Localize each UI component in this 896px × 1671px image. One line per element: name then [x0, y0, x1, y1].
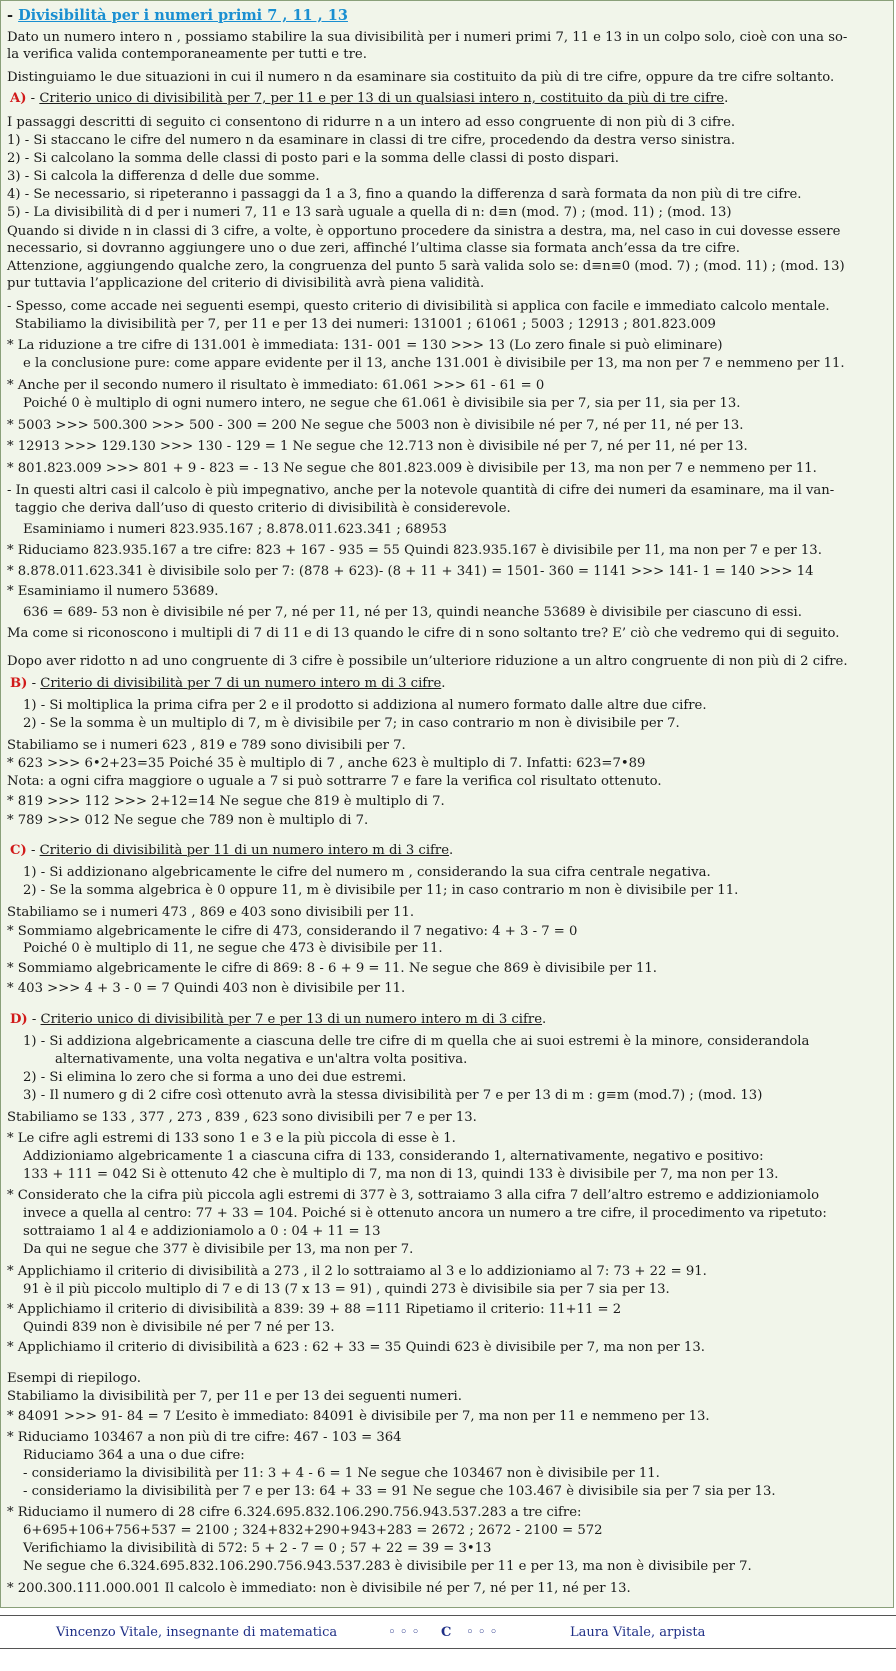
text-line: necessario, si dovranno aggiungere uno o due zeri, affinché l’ultima classe sia formata anch’essa da tre cifre.: [7, 241, 740, 256]
text-line: 1) - Si moltiplica la prima cifra per 2 e il prodotto si addiziona al numero formato dalle altre due cifre.: [23, 698, 707, 713]
text-line: * Considerato che la cifra più piccola agli estremi di 377 è 3, sottraiamo 3 alla cifra 7 dell’altro estremo e addizioniamolo: [7, 1188, 820, 1203]
section-title: Criterio di divisibilità per 11 di un numero intero m di 3 cifre: [39, 843, 450, 858]
text-line: pur tuttavia l’applicazione del criterio di divisibilità avrà piena validità.: [7, 276, 485, 291]
text-line: * 623 >>> 6•2+23=35 Poiché 35 è multiplo di 7 , anche 623 è multiplo di 7. Infatti: 623=7•89: [7, 756, 646, 771]
text-line: * 801.823.009 >>> 801 + 9 - 823 = - 13 Ne segue che 801.823.009 è divisibile per 13, ma non per 7 e nemmeno per 11.: [7, 461, 817, 476]
text-line: invece a quella al centro: 77 + 33 = 104. Poiché si è ottenuto ancora un numero a tre cifre, il procedimento va ripetuto:: [23, 1206, 827, 1221]
text-line: Esempi di riepilogo.: [7, 1371, 141, 1386]
text-line: Distinguiamo le due situazioni in cui il numero n da esaminare sia costituito da più di tre cifre, oppure da tre cifre soltanto.: [7, 70, 835, 85]
text-line: alternativamente, una volta negativa e un'altra volta positiva.: [55, 1052, 468, 1067]
section-letter: C): [10, 843, 27, 858]
section-heading-b: [10, 675, 445, 692]
section-title: Criterio di divisibilità per 7 di un numero intero m di 3 cifre: [40, 676, 442, 691]
footer-logo-left: ◦ ◦ ◦: [388, 1625, 420, 1640]
text-line: * 200.300.111.000.001 Il calcolo è immediato: non è divisibile né per 7, né per 11, né per 13.: [7, 1581, 631, 1596]
text-line: Stabiliamo se i numeri 473 , 869 e 403 sono divisibili per 11.: [7, 905, 415, 920]
text-line: sottraiamo 1 al 4 e addizioniamolo a 0 : 04 + 11 = 13: [23, 1224, 381, 1239]
text-line: 6+695+106+756+537 = 2100 ; 324+832+290+943+283 = 2672 ; 2672 - 2100 = 572: [23, 1523, 603, 1538]
footer-logo-right: ◦ ◦ ◦: [466, 1625, 498, 1640]
section-letter: B): [10, 676, 28, 691]
text-line: * 8.878.011.623.341 è divisibile solo per 7: (878 + 623)- (8 + 11 + 341) = 1501- 360 = 1141 >>> 141- 1 = 140 >>> 14: [7, 564, 814, 579]
text-line: * 5003 >>> 500.300 >>> 500 - 300 = 200 Ne segue che 5003 non è divisibile né per 7, né per 11, né per 13.: [7, 418, 744, 433]
text-line: - consideriamo la divisibilità per 7 e per 13: 64 + 33 = 91 Ne segue che 103.467 è divisibile sia per 7 sia per 13.: [23, 1484, 776, 1499]
text-line: Quindi 839 non è divisibile né per 7 né per 13.: [23, 1320, 335, 1335]
footer-artist: Laura Vitale, arpista: [570, 1625, 706, 1640]
text-line: Stabiliamo se 133 , 377 , 273 , 839 , 623 sono divisibili per 7 e per 13.: [7, 1110, 477, 1125]
section-title: Criterio unico di divisibilità per 7 e per 13 di un numero intero m di 3 cifre: [40, 1012, 543, 1027]
text-line: 2) - Si elimina lo zero che si forma a uno dei due estremi.: [23, 1070, 407, 1085]
text-line: * 819 >>> 112 >>> 2+12=14 Ne segue che 819 è multiplo di 7.: [7, 794, 445, 809]
text-line: 2) - Si calcolano la somma delle classi di posto pari e la somma delle classi di posto dispari.: [7, 151, 619, 166]
footer-logo-c-icon: C: [441, 1625, 452, 1640]
text-line: 636 = 689- 53 non è divisibile né per 7, né per 11, né per 13, quindi neanche 53689 è divisibile per ciascuno di essi.: [23, 605, 802, 620]
text-line: 3) - Si calcola la differenza d delle due somme.: [7, 169, 320, 184]
section-letter: A): [10, 91, 27, 106]
text-line: Attenzione, aggiungendo qualche zero, la congruenza del punto 5 sarà valida solo se: d≡n≡0 (mod. 7) ; (mod. 11) ; (mod. 13): [7, 259, 845, 274]
text-line: Verifichiamo la divisibilità di 572: 5 + 2 - 7 = 0 ; 57 + 22 = 39 = 3•13: [23, 1541, 492, 1556]
text-line: I passaggi descritti di seguito ci consentono di ridurre n a un intero ad esso congruente di non più di 3 cifre.: [7, 115, 736, 130]
section-heading-d: [10, 1011, 546, 1028]
text-line: * La riduzione a tre cifre di 131.001 è immediata: 131- 001 = 130 >>> 13 (Lo zero finale si può eliminare): [7, 338, 723, 353]
text-line: Ne segue che 6.324.695.832.106.290.756.943.537.283 è divisibile per 11 e per 13, ma non è divisibile per 7.: [23, 1559, 752, 1574]
section-title: Criterio unico di divisibilità per 7, per 11 e per 13 di un qualsiasi intero n, costituito da più di tre cifre: [39, 91, 725, 106]
text-line: 5) - La divisibilità di d per i numeri 7, 11 e 13 sarà uguale a quella di n: d≡n (mod. 7) ; (mod. 11) ; (mod. 13): [7, 205, 732, 220]
section-sep: -: [26, 91, 40, 106]
text-line: Esaminiamo i numeri 823.935.167 ; 8.878.011.623.341 ; 68953: [23, 522, 447, 537]
text-line: * 789 >>> 012 Ne segue che 789 non è multiplo di 7.: [7, 813, 369, 828]
title-dash: -: [7, 7, 14, 24]
text-line: Poiché 0 è multiplo di ogni numero intero, ne segue che 61.061 è divisibile sia per 7, sia per 11, sia per 13.: [23, 396, 741, 411]
text-line: * 403 >>> 4 + 3 - 0 = 7 Quindi 403 non è divisibile per 11.: [7, 981, 406, 996]
section-end: .: [724, 91, 729, 106]
text-line: * Anche per il secondo numero il risultato è immediato: 61.061 >>> 61 - 61 = 0: [7, 378, 545, 393]
text-line: Riduciamo 364 a una o due cifre:: [23, 1448, 245, 1463]
text-line: * Applichiamo il criterio di divisibilità a 273 , il 2 lo sottraiamo al 3 e lo addizioniamo al 7: 73 + 22 = 91.: [7, 1264, 707, 1279]
text-line: Poiché 0 è multiplo di 11, ne segue che 473 è divisibile per 11.: [23, 941, 443, 956]
text-line: 2) - Se la somma è un multiplo di 7, m è divisibile per 7; in caso contrario m non è divisibile per 7.: [23, 716, 680, 731]
text-line: Nota: a ogni cifra maggiore o uguale a 7 si può sottrarre 7 e fare la verifica col risultato ottenuto.: [7, 774, 662, 789]
text-line: Ma come si riconoscono i multipli di 7 di 11 e di 13 quando le cifre di n sono soltanto tre? E’ ciò che vedremo qui di seguito.: [7, 626, 840, 641]
section-sep: -: [27, 676, 41, 691]
section-sep: -: [27, 1012, 41, 1027]
section-end: .: [441, 676, 446, 691]
text-line: Stabiliamo la divisibilità per 7, per 11 e per 13 dei numeri: 131001 ; 61061 ; 5003 ; 12913 ; 801.823.009: [15, 317, 716, 332]
text-line: la verifica valida contemporaneamente per tutti e tre.: [7, 47, 367, 62]
text-line: * 84091 >>> 91- 84 = 7 L’esito è immediato: 84091 è divisibile per 7, ma non per 11 e nemmeno per 13.: [7, 1409, 710, 1424]
text-line: * Applichiamo il criterio di divisibilità a 623 : 62 + 33 = 35 Quindi 623 è divisibile per 7, ma non per 13.: [7, 1340, 705, 1355]
text-line: Da qui ne segue che 377 è divisibile per 13, ma non per 7.: [23, 1242, 414, 1257]
section-end: .: [449, 843, 454, 858]
text-line: 1) - Si staccano le cifre del numero n da esaminare in classi di tre cifre, procedendo da destra verso sinistra.: [7, 133, 736, 148]
footer: [0, 1615, 896, 1649]
text-line: 1) - Si addiziona algebricamente a ciascuna delle tre cifre di m quella che ai suoi estremi è la minore, considerandola: [23, 1034, 810, 1049]
section-heading-c: [10, 842, 453, 859]
text-line: Quando si divide n in classi di 3 cifre, a volte, è opportuno procedere da sinistra a destra, ma, nel caso in cui dovesse essere: [7, 224, 841, 239]
text-line: * Le cifre agli estremi di 133 sono 1 e 3 e la più piccola di esse è 1.: [7, 1131, 456, 1146]
text-line: * Sommiamo algebricamente le cifre di 869: 8 - 6 + 9 = 11. Ne segue che 869 è divisibile per 11.: [7, 961, 657, 976]
text-line: Dato un numero intero n , possiamo stabilire la sua divisibilità per i numeri primi 7, 11 e 13 in un colpo solo, cioè con una so-: [7, 30, 848, 45]
text-line: * 12913 >>> 129.130 >>> 130 - 129 = 1 Ne segue che 12.713 non è divisibile né per 7, né per 11, né per 13.: [7, 439, 748, 454]
section-heading-a: [10, 90, 728, 107]
text-line: taggio che deriva dall’uso di questo criterio di divisibilità è considerevole.: [15, 501, 511, 516]
text-line: 2) - Se la somma algebrica è 0 oppure 11, m è divisibile per 11; in caso contrario m non è divisibile per 11.: [23, 883, 739, 898]
section-letter: D): [10, 1012, 28, 1027]
text-line: * Riduciamo 103467 a non più di tre cifre: 467 - 103 = 364: [7, 1430, 402, 1445]
text-line: 4) - Se necessario, si ripeteranno i passaggi da 1 a 3, fino a quando la differenza d sarà formata da non più di tre cifre.: [7, 187, 802, 202]
page-title: [7, 7, 348, 24]
text-line: 91 è il più piccolo multiplo di 7 e di 13 (7 x 13 = 91) , quindi 273 è divisibile sia per 7 sia per 13.: [23, 1282, 670, 1297]
text-line: 1) - Si addizionano algebricamente le cifre del numero m , considerando la sua cifra centrale negativa.: [23, 865, 711, 880]
section-sep: -: [26, 843, 40, 858]
text-line: - In questi altri casi il calcolo è più impegnativo, anche per la notevole quantità di cifre dei numeri da esaminare, ma il van-: [7, 483, 835, 498]
text-line: * Applichiamo il criterio di divisibilità a 839: 39 + 88 =111 Ripetiamo il criterio: 11+11 = 2: [7, 1302, 622, 1317]
text-line: Addizioniamo algebricamente 1 a ciascuna cifra di 133, considerando 1, alternativamente, negativo e positivo:: [23, 1149, 764, 1164]
text-line: Stabiliamo la divisibilità per 7, per 11 e per 13 dei seguenti numeri.: [7, 1389, 462, 1404]
title-text: Divisibilità per i numeri primi 7 , 11 , 13: [18, 7, 348, 24]
text-line: * Sommiamo algebricamente le cifre di 473, considerando il 7 negativo: 4 + 3 - 7 = 0: [7, 924, 578, 939]
text-line: - Spesso, come accade nei seguenti esempi, questo criterio di divisibilità si applica con facile e immediato calcolo mentale.: [7, 299, 830, 314]
text-line: Stabiliamo se i numeri 623 , 819 e 789 sono divisibili per 7.: [7, 738, 406, 753]
text-line: 133 + 111 = 042 Si è ottenuto 42 che è multiplo di 7, ma non di 13, quindi 133 è divisibile per 7, ma non per 13.: [23, 1167, 779, 1182]
footer-author: Vincenzo Vitale, insegnante di matematica: [56, 1625, 338, 1640]
text-line: * Esaminiamo il numero 53689.: [7, 584, 219, 599]
text-line: * Riduciamo il numero di 28 cifre 6.324.695.832.106.290.756.943.537.283 a tre cifre:: [7, 1505, 582, 1520]
text-line: Dopo aver ridotto n ad uno congruente di 3 cifre è possibile un’ulteriore riduzione a un altro congruente di non più di 2 cifre.: [7, 654, 848, 669]
text-line: * Riduciamo 823.935.167 a tre cifre: 823 + 167 - 935 = 55 Quindi 823.935.167 è divisibile per 11, ma non per 7 e per 13.: [7, 543, 822, 558]
text-line: e la conclusione pure: come appare evidente per il 13, anche 131.001 è divisibile per 13, ma non per 7 e nemmeno per 11.: [23, 356, 845, 371]
text-line: - consideriamo la divisibilità per 11: 3 + 4 - 6 = 1 Ne segue che 103467 non è divisibile per 11.: [23, 1466, 660, 1481]
text-line: 3) - Il numero g di 2 cifre così ottenuto avrà la stessa divisibilità per 7 e per 13 di m : g≡m (mod.7) ; (mod. 13): [23, 1088, 763, 1103]
section-end: .: [542, 1012, 547, 1027]
